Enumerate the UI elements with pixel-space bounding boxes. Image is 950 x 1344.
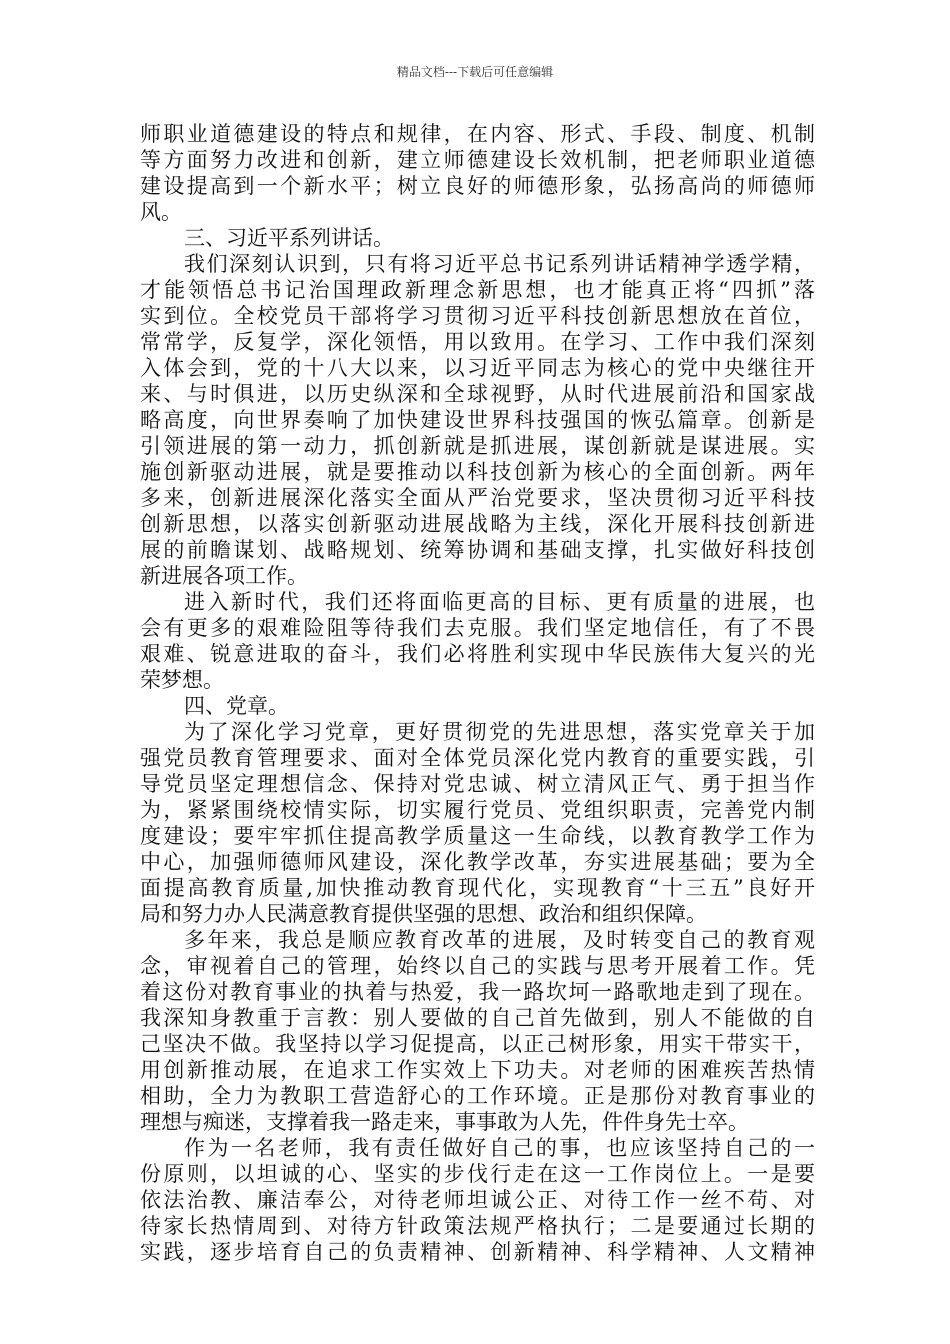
text-line: 来、与时俱进，以历史纵深和全球视野，从时代进展前沿和国家战 (140, 382, 815, 406)
text-line: 作为一名老师，我有责任做好自己的事，也应该坚持自己的一 (184, 1136, 815, 1160)
text-line: 艰难、锐意进取的奋斗，我们必将胜利实现中华民族伟大复兴的光 (140, 642, 815, 666)
text-line: 理想与痴迷，支撑着我一路走来，事事敢为人先，件件身先士卒。 (140, 1110, 749, 1134)
text-line: 荣梦想。 (140, 668, 224, 692)
text-line: 略高度，向世界奏响了加快建设世界科技强国的恢弘篇章。创新是 (140, 408, 815, 432)
text-line: 三、习近平系列讲话。 (184, 226, 394, 250)
text-line: 入体会到，党的十八大以来，以习近平同志为核心的党中央继往开 (140, 356, 815, 380)
text-line: 会有更多的艰难险阻等待我们去克服。我们坚定地信任，有了不畏 (140, 616, 815, 640)
text-line: 强党员教育管理要求、面对全体党员深化党内教育的重要实践，引 (140, 746, 815, 770)
document-body (140, 121, 815, 1265)
text-line: 为了深化学习党章，更好贯彻党的先进思想，落实党章关于加 (184, 720, 815, 744)
text-line: 待家长热情周到、对待方针政策法规严格执行；二是要通过长期的 (140, 1214, 815, 1238)
text-line: 等方面努力改进和创新，建立师德建设长效机制，把老师职业道德 (140, 148, 815, 172)
page-header: 精品文档---下载后可任意编辑 (396, 65, 554, 79)
text-line: 进入新时代，我们还将面临更高的目标、更有质量的进展，也 (184, 590, 815, 614)
text-line: 己坚决不做。我坚持以学习促提高，以正己树形象，用实干带实干， (140, 1032, 815, 1056)
text-line: 实践，逐步培育自己的负责精神、创新精神、科学精神、人文精神 (140, 1240, 815, 1264)
text-line: 念，审视着自己的管理，始终以自己的实践与思考开展着工作。凭 (140, 954, 815, 978)
text-line: 新进展各项工作。 (140, 564, 308, 588)
text-line: 为，紧紧围绕校情实际，切实履行党员、党组织职责，完善党内制 (140, 798, 815, 822)
text-line: 才能领悟总书记治国理政新理念新思想，也才能真正将“四抓”落 (140, 278, 815, 302)
text-line: 相助，全力为教职工营造舒心的工作环境。正是那份对教育事业的 (140, 1084, 815, 1108)
text-line: 施创新驱动进展，就是要推动以科技创新为核心的全面创新。两年 (140, 460, 815, 484)
text-line: 四、党章。 (184, 694, 289, 718)
text-line: 份原则，以坦诚的心、坚实的步伐行走在这一工作岗位上。一是要 (140, 1162, 815, 1186)
text-line: 用创新推动展，在追求工作实效上下功夫。对老师的困难疾苦热情 (140, 1058, 815, 1082)
text-line: 度建设；要牢牢抓住提高教学质量这一生命线，以教育教学工作为 (140, 824, 815, 848)
text-line: 我深知身教重于言教：别人要做的自己首先做到，别人不能做的自 (140, 1006, 815, 1030)
text-line: 局和努力办人民满意教育提供坚强的思想、政治和组织保障。 (140, 902, 707, 926)
text-line: 师职业道德建设的特点和规律，在内容、形式、手段、制度、机制 (140, 122, 815, 146)
text-line: 多来，创新进展深化落实全面从严治党要求，坚决贯彻习近平科技 (140, 486, 815, 510)
text-line: 创新思想，以落实创新驱动进展战略为主线，深化开展科技创新进 (140, 512, 815, 536)
text-line: 着这份对教育事业的执着与热爱，我一路坎坷一路歌地走到了现在。 (140, 980, 815, 1004)
text-line: 我们深刻认识到，只有将习近平总书记系列讲话精神学透学精， (184, 252, 815, 276)
text-line: 依法治教、廉洁奉公，对待老师坦诚公正、对待工作一丝不苟、对 (140, 1188, 815, 1212)
text-line: 面提高教育质量,加快推动教育现代化，实现教育“十三五”良好开 (140, 876, 815, 900)
text-line: 建设提高到一个新水平；树立良好的师德形象，弘扬高尚的师德师 (140, 174, 815, 198)
text-line: 展的前瞻谋划、战略规划、统筹协调和基础支撑，扎实做好科技创 (140, 538, 815, 562)
text-line: 引领进展的第一动力，抓创新就是抓进展，谋创新就是谋进展。实 (140, 434, 815, 458)
text-line: 实到位。全校党员干部将学习贯彻习近平科技创新思想放在首位， (140, 304, 815, 328)
text-line: 风。 (140, 200, 182, 224)
text-line: 常常学，反复学，深化领悟，用以致用。在学习、工作中我们深刻 (140, 330, 815, 354)
text-line: 中心，加强师德师风建设，深化教学改革，夯实进展基础；要为全 (140, 850, 815, 874)
text-line: 多年来，我总是顺应教育改革的进展，及时转变自己的教育观 (184, 928, 815, 952)
text-line: 导党员坚定理想信念、保持对党忠诚、树立清风正气、勇于担当作 (140, 772, 815, 796)
